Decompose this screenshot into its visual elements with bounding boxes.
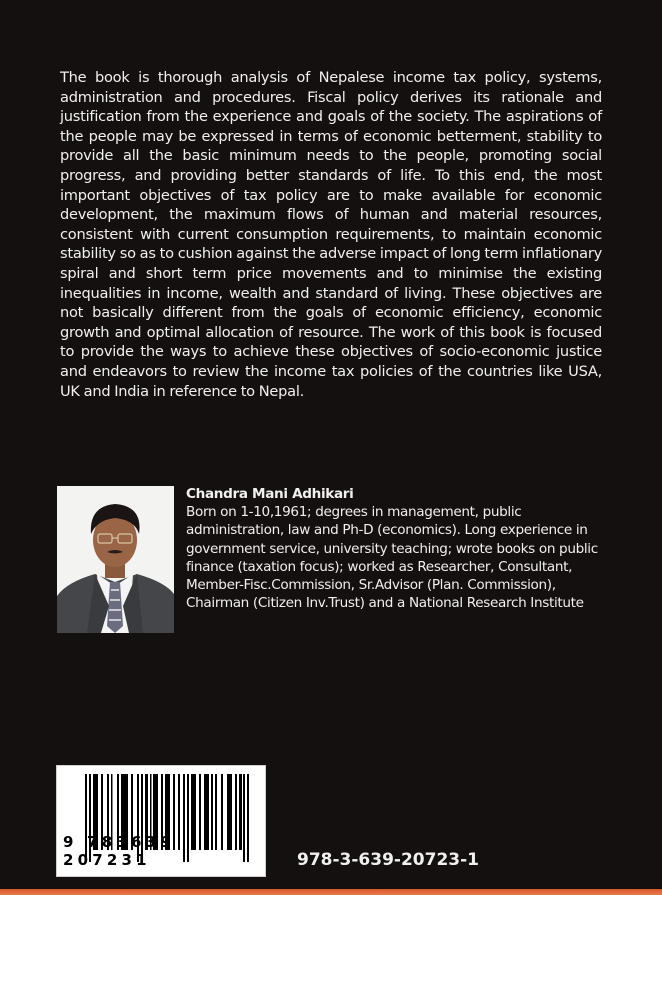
book-blurb: The book is thorough analysis of Nepalese income tax policy, systems, administration and procedures. Fiscal policy derives its rationale and justification from the experience and goals of the society. The aspirations of the people may be expressed in terms of economic betterment, stability to provide all the basic minimum needs to the people, promoting social progress, and providing better standards of life. To this end, the most important objectives of tax policy are to make available for economic development, the maximum flows of human and material resources, consistent with current consumption requirements, to maintain economic stability so as to cushion against the adverse impact of long term inflationary spiral and short term price movements and to minimise the existing inequalities in income, wealth and standard of living. These objectives are not basically different from the goals of economic efficiency, economic growth and optimal allocation of resource. The work of this book is focused to provide the ways to achieve these objectives of socio-economic justice and endeavors to review the income tax policies of the countries like USA, UK and India in reference to Nepal. [60,69,602,400]
isbn-barcode [56,765,266,877]
author-name: Chandra Mani Adhikari [186,486,354,502]
author-bio-block [186,485,606,612]
isbn-number: 978-3-639-20723-1 [297,850,479,870]
author-portrait-icon [57,486,174,633]
accent-band [0,889,662,895]
author-photo [57,486,174,633]
barcode-digits: 9 783639 207231 [63,833,175,869]
author-bio: Born on 1-10,1961; degrees in management, public administration, law and Ph-D (economics). Long experience in government service, university teaching; wrote books on public finance (taxation focus); worked as Researcher, Consultant, Member-Fisc.Commission, Sr.Advisor (Plan. Commission), Chairman (Citizen Inv.Trust) and a National Research Institute [186,504,598,612]
